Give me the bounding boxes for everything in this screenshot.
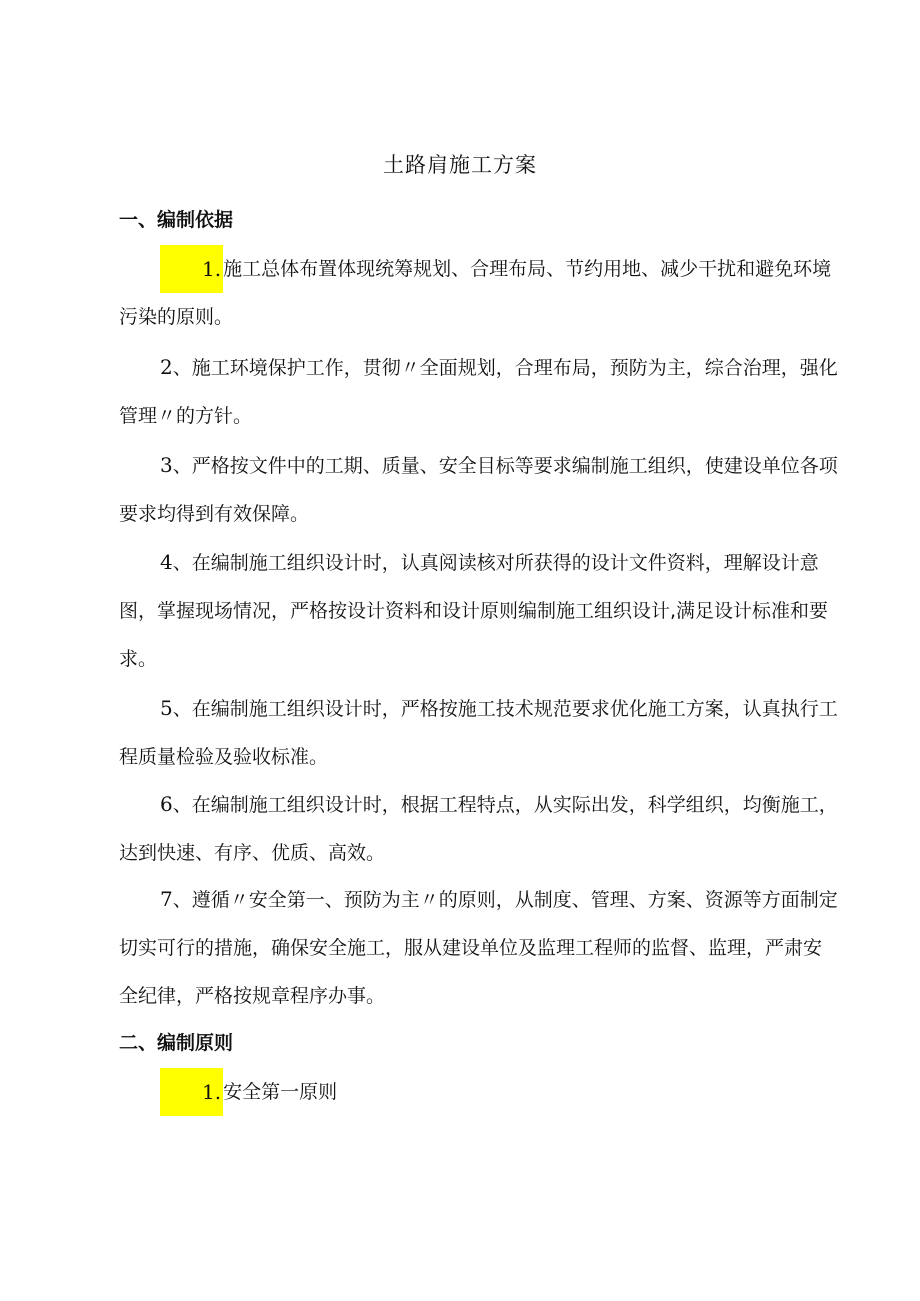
principle-item-1 <box>119 1068 839 1116</box>
item-number-highlight: 1. <box>160 1068 223 1116</box>
basis-item-5 <box>119 684 839 781</box>
item-text: 、遵循〃安全第一、预防为主〃的原则，从制度、管理、方案、资源等方面制定切实可行的措施，确保安全施工，服从建设单位及监理工程师的监督、监理，严肃安全纪律，严格按规章程序办事。 <box>119 889 838 1007</box>
basis-item-3 <box>119 441 839 538</box>
item-text: 、严格按文件中的工期、质量、安全目标等要求编制施工组织，使建设单位各项要求均得到有效保障。 <box>119 455 838 525</box>
item-number: 3 <box>160 453 173 477</box>
section-heading-basis: 一、编制依据 <box>119 209 234 231</box>
basis-item-6 <box>119 780 839 877</box>
item-text: 施工总体布置体现统筹规划、合理布局、节约用地、减少干扰和避免环境污染的原则。 <box>119 258 832 328</box>
item-number: 2 <box>160 355 173 379</box>
item-text: 、在编制施工组织设计时，认真阅读核对所获得的设计文件资料，理解设计意图，掌握现场情况，严格按设计资料和设计原则编制施工组织设计,满足设计标准和要求。 <box>119 552 829 670</box>
item-text: 安全第一原则 <box>223 1081 338 1103</box>
item-text: 、在编制施工组织设计时，根据工程特点，从实际出发，科学组织，均衡施工，达到快速、有序、优质、高效。 <box>119 794 838 864</box>
page-title: 土路肩施工方案 <box>383 153 537 177</box>
basis-item-2 <box>119 343 839 440</box>
item-number: 7 <box>160 887 173 911</box>
basis-item-4 <box>119 538 839 683</box>
item-number: 4 <box>160 550 173 574</box>
basis-item-1 <box>119 245 839 341</box>
section-heading-principles: 二、编制原则 <box>119 1032 234 1054</box>
item-text: 、在编制施工组织设计时，严格按施工技术规范要求优化施工方案，认真执行工程质量检验及验收标准。 <box>119 698 838 768</box>
item-text: 、施工环境保护工作，贯彻〃全面规划，合理布局，预防为主，综合治理，强化管理〃的方针。 <box>119 357 838 427</box>
item-number-highlight: 1. <box>160 245 223 293</box>
item-number: 6 <box>160 792 173 816</box>
item-number: 5 <box>160 696 173 720</box>
basis-item-7 <box>119 875 839 1020</box>
